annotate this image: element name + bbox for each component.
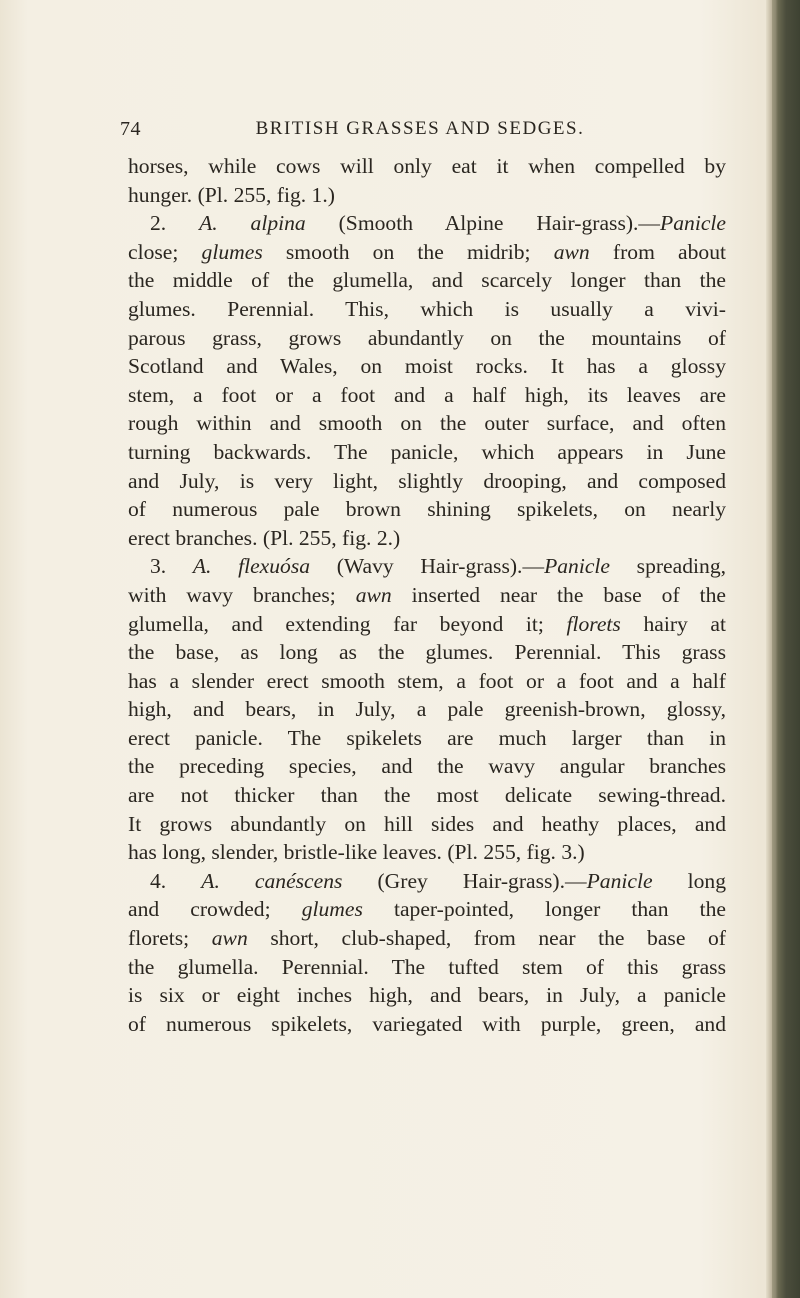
text-run: smooth on the midrib;: [262, 239, 554, 264]
text-run: from about: [589, 239, 727, 264]
italic-term: Panicle: [544, 554, 611, 579]
text-run: It grows abundantly on hill sides and heathy places, and: [128, 811, 726, 836]
text-run: of numerous pale brown shining spikelets, on nearly: [128, 497, 726, 522]
page-number: 74: [120, 118, 141, 140]
text-line: [128, 638, 726, 667]
text-line: [128, 838, 726, 867]
italic-term: A. canéscens: [201, 868, 343, 893]
text-line: [128, 781, 726, 810]
running-title: BRITISH GRASSES AND SEDGES.: [255, 118, 585, 139]
text-run: are not thicker than the most delicate sewing-thread.: [128, 783, 726, 808]
text-line: [128, 467, 726, 496]
text-line: [128, 667, 726, 696]
text-run: glumes. Perennial. This, which is usually a vivi-: [128, 296, 726, 321]
text-run: high, and bears, in July, a pale greenish-brown, glossy,: [128, 697, 726, 722]
italic-term: awn: [355, 582, 392, 607]
italic-term: A. flexuósa: [192, 554, 311, 579]
text-run: hunger. (Pl. 255, fig. 1.): [128, 182, 335, 207]
text-run: (Wavy Hair-grass).—: [310, 554, 545, 579]
text-run: the glumella. Perennial. The tufted stem of this grass: [128, 954, 726, 979]
text-run: rough within and smooth on the outer surface, and often: [128, 411, 726, 436]
italic-term: Panicle: [660, 211, 726, 236]
text-run: 3.: [150, 554, 193, 579]
text-run: is six or eight inches high, and bears, in July, a panicle: [128, 983, 726, 1008]
text-run: (Grey Hair-grass).—: [342, 868, 587, 893]
italic-term: awn: [553, 239, 590, 264]
text-line: [128, 724, 726, 753]
text-run: horses, while cows will only eat it when compelled by: [128, 154, 726, 178]
text-line: [128, 438, 726, 467]
italic-term: glumes: [201, 239, 263, 264]
text-line: [128, 953, 726, 982]
text-run: inserted near the base of the: [391, 582, 726, 607]
text-run: has long, slender, bristle-like leaves. (Pl. 255, fig. 3.): [128, 840, 585, 865]
text-run: with wavy branches;: [128, 582, 356, 607]
text-run: Scotland and Wales, on moist rocks. It has a glossy: [128, 354, 726, 379]
text-line: [128, 581, 726, 610]
text-line: [128, 209, 726, 238]
text-run: hairy at: [620, 611, 727, 636]
text-run: of numerous spikelets, variegated with purple, green, and: [128, 1011, 726, 1036]
text-run: the middle of the glumella, and scarcely longer than the: [128, 268, 726, 293]
text-line: [128, 352, 726, 381]
italic-term: florets: [566, 611, 621, 636]
text-line: [128, 295, 726, 324]
text-run: and crowded;: [128, 897, 302, 922]
text-line: [128, 895, 726, 924]
text-run: erect panicle. The spikelets are much larger than in: [128, 725, 726, 750]
text-run: erect branches. (Pl. 255, fig. 2.): [128, 525, 401, 550]
text-line: [128, 238, 726, 267]
text-run: glumella, and extending far beyond it;: [128, 611, 567, 636]
text-run: long: [652, 868, 726, 893]
italic-term: glumes: [301, 897, 363, 922]
italic-term: awn: [211, 926, 248, 951]
text-run: parous grass, grows abundantly on the mountains of: [128, 325, 726, 350]
book-binding-edge: [766, 0, 800, 1298]
text-run: has a slender erect smooth stem, a foot or a foot and a half: [128, 668, 726, 693]
text-run: short, club-shaped, from near the base of: [247, 926, 726, 951]
text-line: [128, 381, 726, 410]
text-line: [128, 181, 726, 210]
text-line: [128, 152, 726, 181]
text-run: 2.: [150, 211, 200, 236]
text-run: stem, a foot or a foot and a half high, its leaves are: [128, 382, 726, 407]
text-line: [128, 867, 726, 896]
italic-term: Panicle: [586, 868, 653, 893]
text-line: [128, 409, 726, 438]
text-line: [128, 324, 726, 353]
text-run: spreading,: [610, 554, 727, 579]
text-line: [128, 495, 726, 524]
text-run: (Smooth Alpine Hair-grass).—: [305, 211, 661, 236]
italic-term: A. alpina: [199, 211, 306, 236]
page-header: [110, 118, 730, 146]
text-run: taper-pointed, longer than the: [362, 897, 726, 922]
text-run: and July, is very light, slightly drooping, and composed: [128, 468, 726, 493]
text-run: the preceding species, and the wavy angular branches: [128, 754, 726, 779]
text-line: [128, 610, 726, 639]
text-line: [128, 695, 726, 724]
text-run: close;: [128, 239, 202, 264]
text-line: [128, 752, 726, 781]
text-run: the base, as long as the glumes. Perennial. This grass: [128, 640, 726, 665]
text-line: [128, 524, 726, 553]
text-line: [128, 981, 726, 1010]
text-run: turning backwards. The panicle, which appears in June: [128, 439, 726, 464]
text-line: [128, 924, 726, 953]
text-run: florets;: [128, 926, 212, 951]
text-line: [128, 1010, 726, 1039]
body-text: [128, 152, 726, 1038]
text-line: [128, 810, 726, 839]
text-line: [128, 552, 726, 581]
text-line: [128, 266, 726, 295]
text-run: 4.: [150, 868, 202, 893]
